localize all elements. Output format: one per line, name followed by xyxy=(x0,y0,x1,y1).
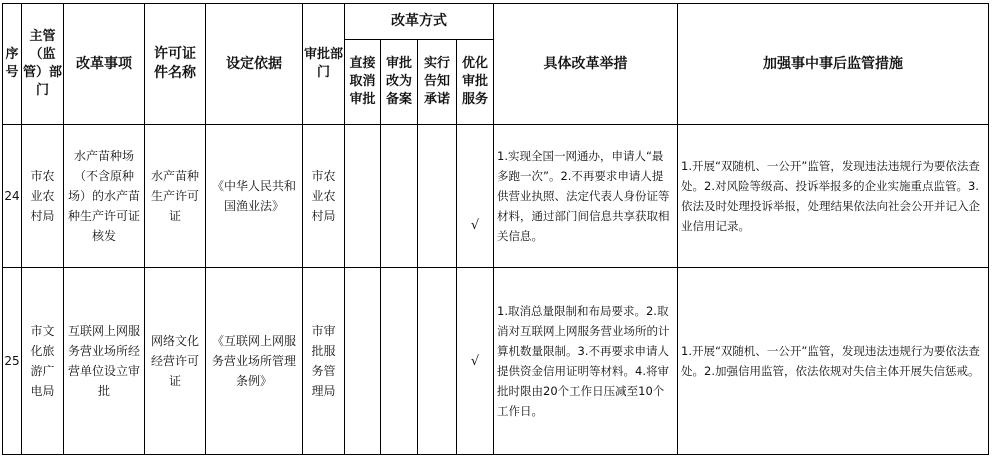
cell-mode-optimize-checkmark: √ xyxy=(457,125,494,268)
cell-mode-optimize-checkmark: √ xyxy=(457,268,494,455)
cell-seq: 25 xyxy=(3,268,22,455)
cell-license: 网络文化经营许可证 xyxy=(145,268,206,455)
header-approval-dept: 审批部门 xyxy=(303,4,345,125)
cell-mode-filing xyxy=(381,268,418,455)
cell-mode-notice xyxy=(418,125,457,268)
cell-dept: 市农业农村局 xyxy=(22,125,64,268)
cell-license: 水产苗种生产许可证 xyxy=(145,125,206,268)
cell-dept: 市文化旅游广电局 xyxy=(22,268,64,455)
header-item: 改革事项 xyxy=(64,4,145,125)
cell-seq: 24 xyxy=(3,125,22,268)
cell-mode-cancel xyxy=(345,125,381,268)
header-supervision: 加强事中事后监管措施 xyxy=(678,4,989,125)
header-reform-mode: 改革方式 xyxy=(345,4,494,40)
cell-mode-notice xyxy=(418,268,457,455)
header-mode-optimize: 优化审批服务 xyxy=(457,40,494,125)
cell-basis: 《中华人民共和国渔业法》 xyxy=(206,125,303,268)
header-measures: 具体改革举措 xyxy=(494,4,678,125)
header-mode-cancel: 直接取消审批 xyxy=(345,40,381,125)
cell-mode-filing xyxy=(381,125,418,268)
header-dept: 主管（监管）部门 xyxy=(22,4,64,125)
header-license: 许可证件名称 xyxy=(145,4,206,125)
cell-supervision: 1.开展“双随机、一公开”监管，发现违法违规行为要依法查处。2.加强信用监管，依法依规对失信主体开展失信惩戒。 xyxy=(678,268,989,455)
header-seq: 序号 xyxy=(3,4,22,125)
table-row xyxy=(3,268,989,455)
cell-mode-cancel xyxy=(345,268,381,455)
table-row xyxy=(3,125,989,268)
header-mode-notice: 实行告知承诺 xyxy=(418,40,457,125)
cell-approval-dept: 市审批服务管理局 xyxy=(303,268,345,455)
cell-measures: 1.实现全国一网通办，申请人“最多跑一次”。2.不再要求申请人提供营业执照、法定代表人身份证等材料，通过部门间信息共享获取相关信息。 xyxy=(494,125,678,268)
header-row-1 xyxy=(3,4,989,40)
header-basis: 设定依据 xyxy=(206,4,303,125)
cell-measures: 1.取消总量限制和布局要求。2.取消对互联网上网服务营业场所的计算机数量限制。3.不再要求申请人提供资金信用证明等材料。4.将审批时限由20个工作日压减至10个工作日。 xyxy=(494,268,678,455)
header-mode-filing: 审批改为备案 xyxy=(381,40,418,125)
cell-approval-dept: 市农业农村局 xyxy=(303,125,345,268)
reform-table xyxy=(2,3,989,455)
cell-item: 水产苗种场（不含原种场）的水产苗种生产许可证核发 xyxy=(64,125,145,268)
cell-item: 互联网上网服务营业场所经营单位设立审批 xyxy=(64,268,145,455)
cell-supervision: 1.开展“双随机、一公开”监管，发现违法违规行为要依法查处。2.对风险等级高、投诉举报多的企业实施重点监管。3.依法及时处理投诉举报，处理结果依法向社会公开并记入企业信用记录。 xyxy=(678,125,989,268)
cell-basis: 《互联网上网服务营业场所管理条例》 xyxy=(206,268,303,455)
